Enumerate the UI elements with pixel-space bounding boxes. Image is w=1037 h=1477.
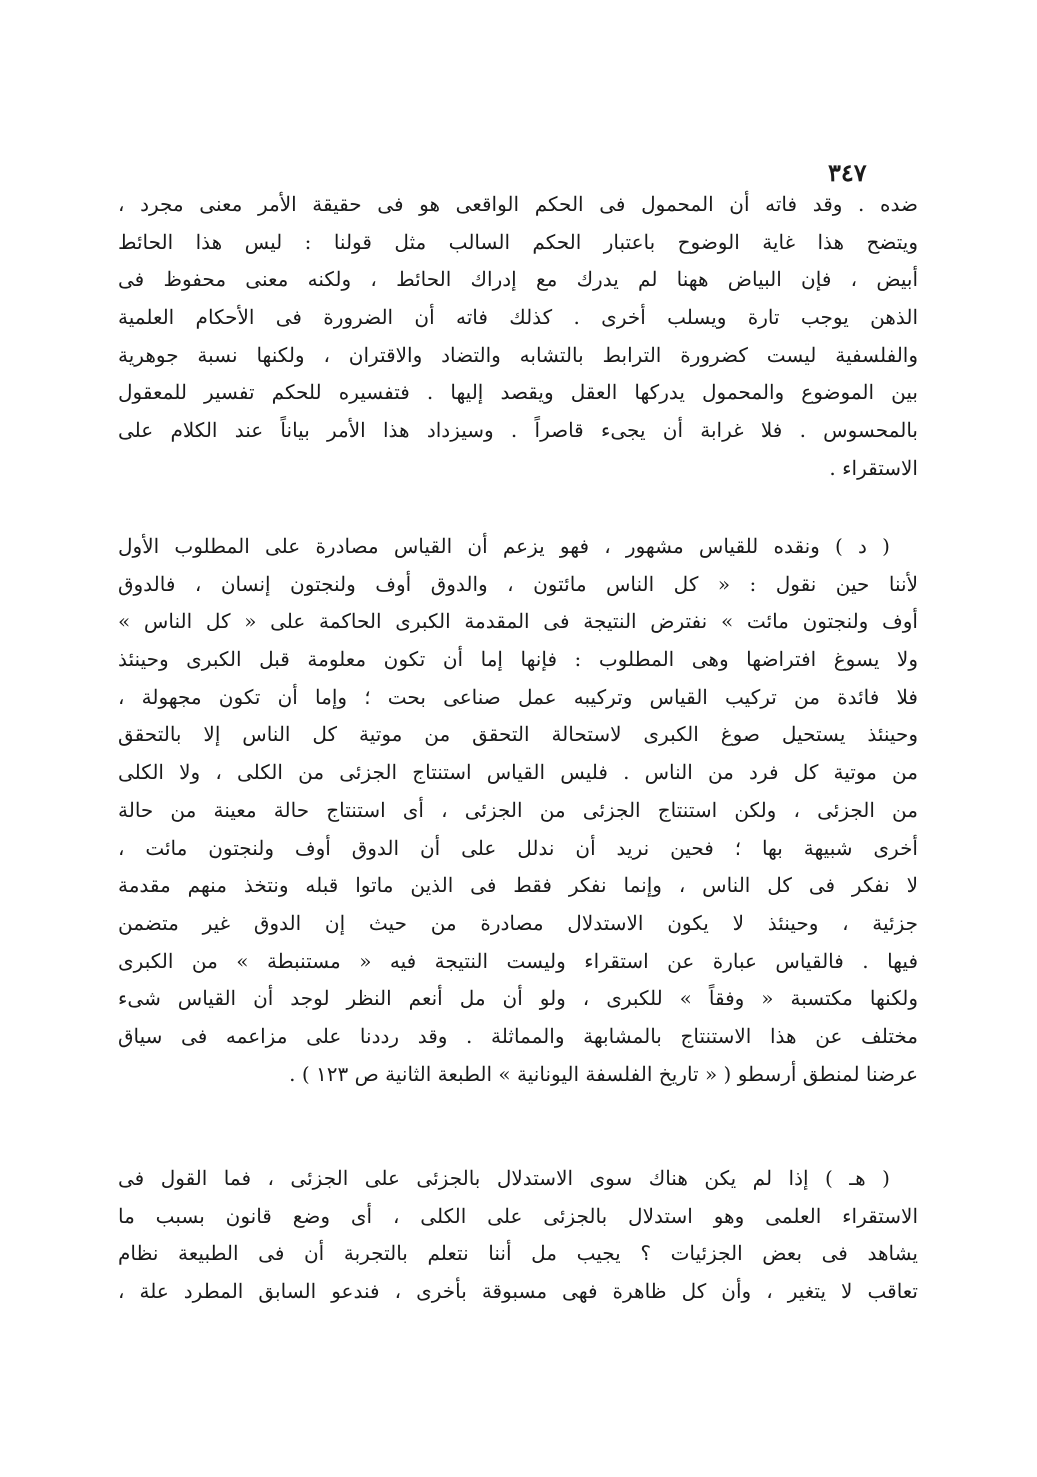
paragraph-line: ( د ) ونقده للقياس مشهور ، فهو يزعم أن القياس مصادرة على المطلوب الأول <box>118 534 890 558</box>
paragraph-line: ويتضح هذا غاية الوضوح باعتبار الحكم السالب مثل قولنا : ليس هذا الحائط <box>118 229 918 254</box>
paragraph-line: أبيض ، فإن البياض ههنا لم يدرك مع إدراك الحائط ، ولكنه معنى محفوظ فى <box>118 267 918 292</box>
paragraph-line: عرضنا لمنطق أرسطو ( « تاريخ الفلسفة اليونانية » الطبعة الثانية ص ١٢٣ ) . <box>289 1061 918 1086</box>
page-number: ٣٤٧ <box>828 158 867 187</box>
paragraph-line: ( هـ ) إذا لم يكن هناك سوى الاستدلال بالجزئى على الجزئى ، فما القول فى <box>118 1166 890 1190</box>
paragraph-2 <box>118 528 918 1093</box>
paragraph-line: فلا فائدة من تركيب القياس وتركيبه عمل صناعى بحت ؛ وإما أن تكون مجهولة ، <box>118 684 918 709</box>
paragraph-line: جزئية ، وحينئذ لا يكون الاستدلال مصادرة من حيث إن الدوق غير متضمن <box>118 910 918 935</box>
paragraph-line: يشاهد فى بعض الجزئيات ؟ يجيب مل أننا نتعلم بالتجربة أن فى الطبيعة نظام <box>118 1241 918 1266</box>
paragraph-line: مختلف عن هذا الاستنتاج بالمشابهة والمماثلة . وقد رددنا على مزاعمه فى سياق <box>118 1023 918 1048</box>
paragraph-line: أوف ولنجتون مائت » نفترض النتيجة فى المقدمة الكبرى الحاكمة على « كل الناس » <box>118 609 918 634</box>
paragraph-line: وحينئذ يستحيل صوغ الكبرى لاستحالة التحقق من موتية كل الناس إلا بالتحقق <box>118 722 918 747</box>
paragraph-line: من موتية كل فرد من الناس . فليس القياس استنتاج الجزئى من الكلى ، ولا الكلى <box>118 760 918 785</box>
paragraph-3 <box>118 1160 918 1311</box>
paragraph-line: ولا يسوغ افتراضها وهى المطلوب : فإنها إما أن تكون معلومة قبل الكبرى وحينئذ <box>118 647 918 672</box>
paragraph-line: ضده . وقد فاته أن المحمول فى الحكم الواقعى هو فى حقيقة الأمر معنى مجرد ، <box>118 192 918 216</box>
paragraph-line: الاستقراء . <box>829 455 918 480</box>
paragraph-line: الذهن يوجب تارة ويسلب أخرى . كذلك فاته أن الضرورة فى الأحكام العلمية <box>118 305 918 330</box>
paragraph-line: والفلسفية ليست كضرورة الترابط بالتشابه والتضاد والاقتران ، ولكنها نسبة جوهرية <box>118 342 918 367</box>
paragraph-line: فيها . فالقياس عبارة عن استقراء وليست النتيجة فيه « مستنبطة » من الكبرى <box>118 948 918 973</box>
paragraph-line: أخرى شبيهة بها ؛ فحين نريد أن ندلل على أن الدوق أوف ولنجتون مائت ، <box>118 835 918 860</box>
paragraph-line: ولكنها مكتسبة « وفقاً » للكبرى ، ولو أن مل أنعم النظر لوجد أن القياس شىء <box>118 986 918 1011</box>
paragraph-1 <box>118 186 918 488</box>
paragraph-line: لا نفكر فى كل الناس ، وإنما نفكر فقط فى الذين ماتوا قبله ونتخذ منهم مقدمة <box>118 873 918 898</box>
paragraph-line: من الجزئى ، ولكن استنتاج الجزئى من الجزئى ، أى استنتاج حالة معينة من حالة <box>118 797 918 822</box>
paragraph-line: بالمحسوس . فلا غرابة أن يجىء قاصراً . وسيزداد هذا الأمر بياناً عند الكلام على <box>118 418 918 443</box>
paragraph-line: لأننا حين نقول : « كل الناس مائتون ، والدوق أوف ولنجتون إنسان ، فالدوق <box>118 571 918 596</box>
paragraph-line: بين الموضوع والمحمول يدركها العقل ويقصد إليها . فتفسيره للحكم تفسير للمعقول <box>118 380 918 405</box>
paragraph-line: الاستقراء العلمى وهو استدلال بالجزئى على الكلى ، أى وضع قانون بسبب ما <box>118 1203 918 1228</box>
paragraph-line: تعاقب لا يتغير ، وأن كل ظاهرة فهى مسبوقة بأخرى ، فندعو السابق المطرد علة ، <box>118 1279 918 1304</box>
